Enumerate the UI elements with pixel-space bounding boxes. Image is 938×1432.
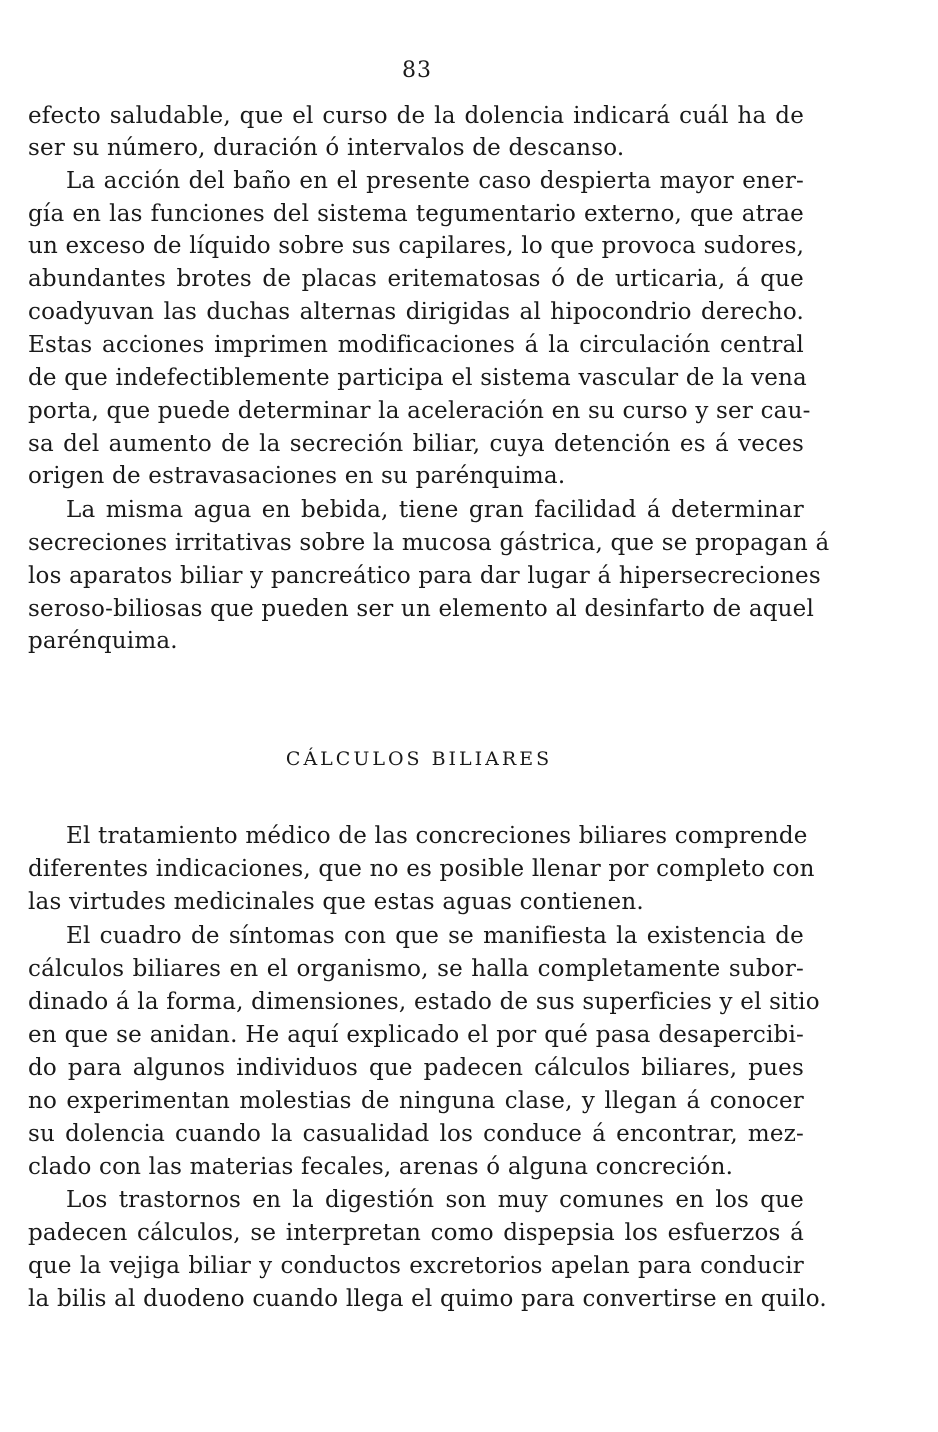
body-line: abundantes brotes de placas eritematosas ó de urticaria, á que [28, 266, 804, 292]
body-line: Estas acciones imprimen modificaciones á la circulación central [28, 332, 804, 358]
page-number: 83 [402, 58, 432, 83]
body-line: origen de estravasaciones en su parénquima. [28, 463, 566, 489]
body-line: los aparatos biliar y pancreático para dar lugar á hipersecreciones [28, 563, 821, 589]
body-line: El cuadro de síntomas con que se manifiesta la existencia de [66, 923, 804, 949]
body-line: clado con las materias fecales, arenas ó alguna concreción. [28, 1154, 734, 1180]
body-line: La acción del baño en el presente caso despierta mayor ener- [66, 168, 804, 194]
body-line: parénquima. [28, 628, 178, 654]
body-line: Los trastornos en la digestión son muy comunes en los que [66, 1187, 804, 1213]
body-line: seroso-biliosas que pueden ser un elemento al desinfarto de aquel [28, 596, 815, 622]
section-heading: CÁLCULOS BILIARES [285, 748, 553, 770]
body-line: La misma agua en bebida, tiene gran facilidad á determinar [66, 497, 804, 523]
body-line: un exceso de líquido sobre sus capilares, lo que provoca sudores, [28, 233, 805, 259]
body-line: diferentes indicaciones, que no es posible llenar por completo con [28, 856, 815, 882]
body-line: ser su número, duración ó intervalos de descanso. [28, 135, 625, 161]
body-line: las virtudes medicinales que estas aguas contienen. [28, 889, 644, 915]
body-line: la bilis al duodeno cuando llega el quimo para convertirse en quilo. [28, 1286, 827, 1312]
body-line: de que indefectiblemente participa el sistema vascular de la vena [28, 365, 807, 391]
body-line: en que se anidan. He aquí explicado el por qué pasa desapercibi- [28, 1022, 804, 1048]
body-line: padecen cálculos, se interpretan como dispepsia los esfuerzos á [28, 1220, 804, 1246]
body-line: no experimentan molestias de ninguna clase, y llegan á conocer [28, 1088, 804, 1114]
body-line: coadyuvan las duchas alternas dirigidas al hipocondrio derecho. [28, 299, 804, 325]
body-line: su dolencia cuando la casualidad los conduce á encontrar, mez- [28, 1121, 804, 1147]
body-line: secreciones irritativas sobre la mucosa gástrica, que se propagan á [28, 530, 830, 556]
body-line: dinado á la forma, dimensiones, estado de sus superficies y el sitio [28, 989, 820, 1015]
body-line: porta, que puede determinar la aceleración en su curso y ser cau- [28, 398, 811, 424]
body-line: sa del aumento de la secreción biliar, cuya detención es á veces [28, 431, 804, 457]
body-line: cálculos biliares en el organismo, se halla completamente subor- [28, 956, 804, 982]
body-line: efecto saludable, que el curso de la dolencia indicará cuál ha de [28, 103, 804, 129]
body-line: El tratamiento médico de las concreciones biliares comprende [66, 823, 808, 849]
body-line: do para algunos individuos que padecen cálculos biliares, pues [28, 1055, 804, 1081]
body-line: gía en las funciones del sistema tegumentario externo, que atrae [28, 201, 804, 227]
body-line: que la vejiga biliar y conductos excretorios apelan para conducir [28, 1253, 804, 1279]
